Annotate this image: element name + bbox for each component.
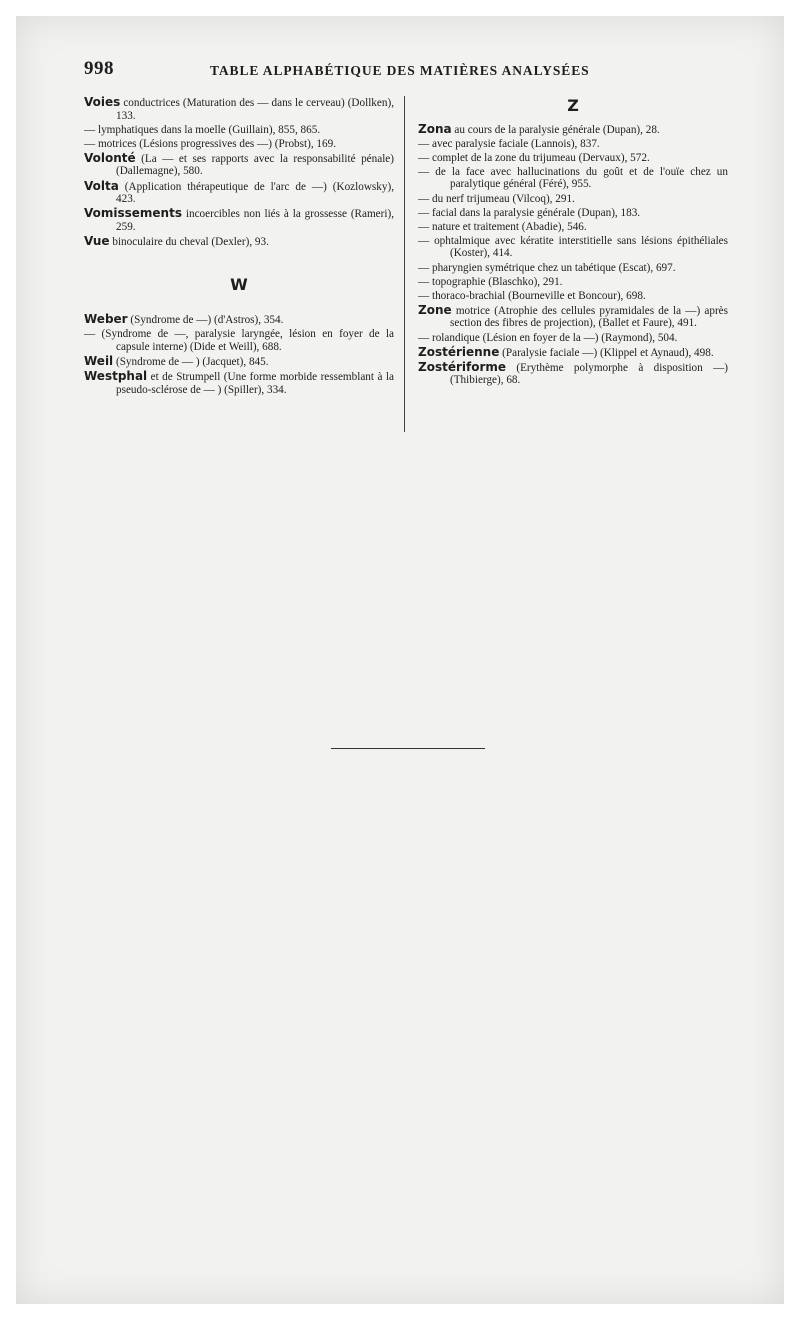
- index-subentry: [418, 276, 728, 289]
- index-entry-text: (La — et ses rapports avec la responsabilité pénale) (Dallemagne), 580.: [116, 152, 394, 178]
- index-subentry: [418, 235, 728, 260]
- index-entry-text: (Syndrome de —) (d'Astros), 354.: [127, 314, 284, 327]
- index-headword: Volonté: [84, 150, 136, 165]
- index-subentry: [84, 328, 394, 353]
- index-entry: [84, 207, 394, 233]
- index-subentry: [418, 290, 728, 303]
- index-headword: Weber: [84, 312, 128, 327]
- index-entry: [84, 180, 394, 206]
- index-entry-text: — lymphatiques dans la moelle (Guillain), 855, 865.: [84, 123, 321, 136]
- index-entry: [418, 346, 728, 360]
- index-entry-text: — thoraco-brachial (Bourneville et Boncour), 698.: [418, 289, 646, 302]
- index-headword: Zostériforme: [418, 359, 507, 374]
- index-entry: [84, 370, 394, 396]
- column-divider: [404, 96, 405, 432]
- index-entry-text: — rolandique (Lésion en foyer de la —) (Raymond), 504.: [418, 331, 678, 344]
- index-headword: Vue: [84, 233, 110, 248]
- index-entry-text: (Paralysie faciale —) (Klippel et Aynaud), 498.: [499, 346, 714, 359]
- index-subentry: [418, 138, 728, 151]
- index-entry-text: — pharyngien symétrique chez un tabétique (Escat), 697.: [418, 261, 676, 274]
- index-entry-text: binoculaire du cheval (Dexler), 93.: [109, 235, 269, 248]
- right-column: [418, 96, 728, 388]
- index-entry-text: — motrices (Lésions progressives des —) (Probst), 169.: [84, 137, 336, 150]
- index-entry-text: — du nerf trijumeau (Vilcoq), 291.: [418, 192, 575, 205]
- index-subentry: [418, 152, 728, 165]
- index-headword: Zona: [418, 121, 452, 136]
- index-entry-text: (Syndrome de — ) (Jacquet), 845.: [113, 355, 269, 368]
- index-subentry: [418, 207, 728, 220]
- page-number: 998: [84, 58, 114, 79]
- index-entry-text: — ophtalmique avec kératite interstitielle sans lésions épithéliales (Koster), 414.: [418, 234, 728, 260]
- index-subentry: [418, 262, 728, 275]
- index-entry-text: incoercibles non liés à la grossesse (Rameri), 259.: [116, 208, 394, 233]
- section-letter-w: W: [230, 274, 248, 294]
- index-entry: [418, 361, 728, 387]
- section-letter-z: Z: [567, 96, 579, 115]
- index-entry: [84, 355, 394, 369]
- index-entry: [84, 96, 394, 122]
- index-entry-text: conductrices (Maturation des — dans le cerveau) (Dollken), 133.: [116, 97, 394, 122]
- index-subentry: [418, 193, 728, 206]
- index-subentry: [418, 221, 728, 234]
- running-title: TABLE ALPHABÉTIQUE DES MATIÈRES ANALYSÉES: [210, 63, 590, 78]
- index-entry-text: au cours de la paralysie générale (Dupan), 28.: [451, 123, 660, 136]
- index-headword: Voies: [84, 95, 121, 109]
- index-subentry: [418, 166, 728, 191]
- index-entry: [84, 152, 394, 178]
- index-entry-text: (Application thérapeutique de l'arc de —) (Kozlowsky), 423.: [116, 180, 394, 206]
- index-headword: Weil: [84, 353, 114, 368]
- index-entry-text: — nature et traitement (Abadie), 546.: [418, 220, 587, 233]
- index-headword: Vomissements: [84, 206, 182, 221]
- index-entry-text: motrice (Atrophie des cellules pyramidales de la —) après section des fibres de projection), (Ballet et Faure), 491.: [450, 304, 728, 330]
- index-subentry: [84, 124, 394, 137]
- index-entry: [84, 235, 394, 249]
- index-headword: Volta: [84, 178, 119, 193]
- index-subentry: [84, 138, 394, 151]
- index-entry-text: — facial dans la paralysie générale (Dupan), 183.: [418, 206, 641, 219]
- index-entry-text: — topographie (Blaschko), 291.: [418, 275, 563, 288]
- left-column: [84, 96, 394, 398]
- index-entry-text: (Erythème polymorphe à disposition —) (Thibierge), 68.: [450, 361, 728, 387]
- index-headword: Zostérienne: [418, 344, 500, 359]
- index-entry-text: — complet de la zone du trijumeau (Dervaux), 572.: [418, 151, 650, 164]
- index-headword: Westphal: [84, 369, 148, 383]
- index-entry: [418, 123, 728, 137]
- index-entry: [418, 304, 728, 330]
- index-subentry: [418, 332, 728, 345]
- index-entry: [84, 313, 394, 327]
- index-headword: Zone: [418, 302, 452, 317]
- index-entry-text: — (Syndrome de —, paralysie laryngée, lésion en foyer de la capsule interne) (Dide et Weill), 688.: [84, 328, 394, 353]
- index-entry-text: — de la face avec hallucinations du goût et de l'ouïe chez un paralytique général (Féré), 955.: [418, 165, 728, 191]
- index-entry-text: — avec paralysie faciale (Lannois), 837.: [418, 137, 600, 150]
- index-entry-text: et de Strumpell (Une forme morbide ressemblant à la pseudo-sclérose de — ) (Spiller), 334.: [116, 371, 394, 396]
- end-rule: [331, 748, 485, 749]
